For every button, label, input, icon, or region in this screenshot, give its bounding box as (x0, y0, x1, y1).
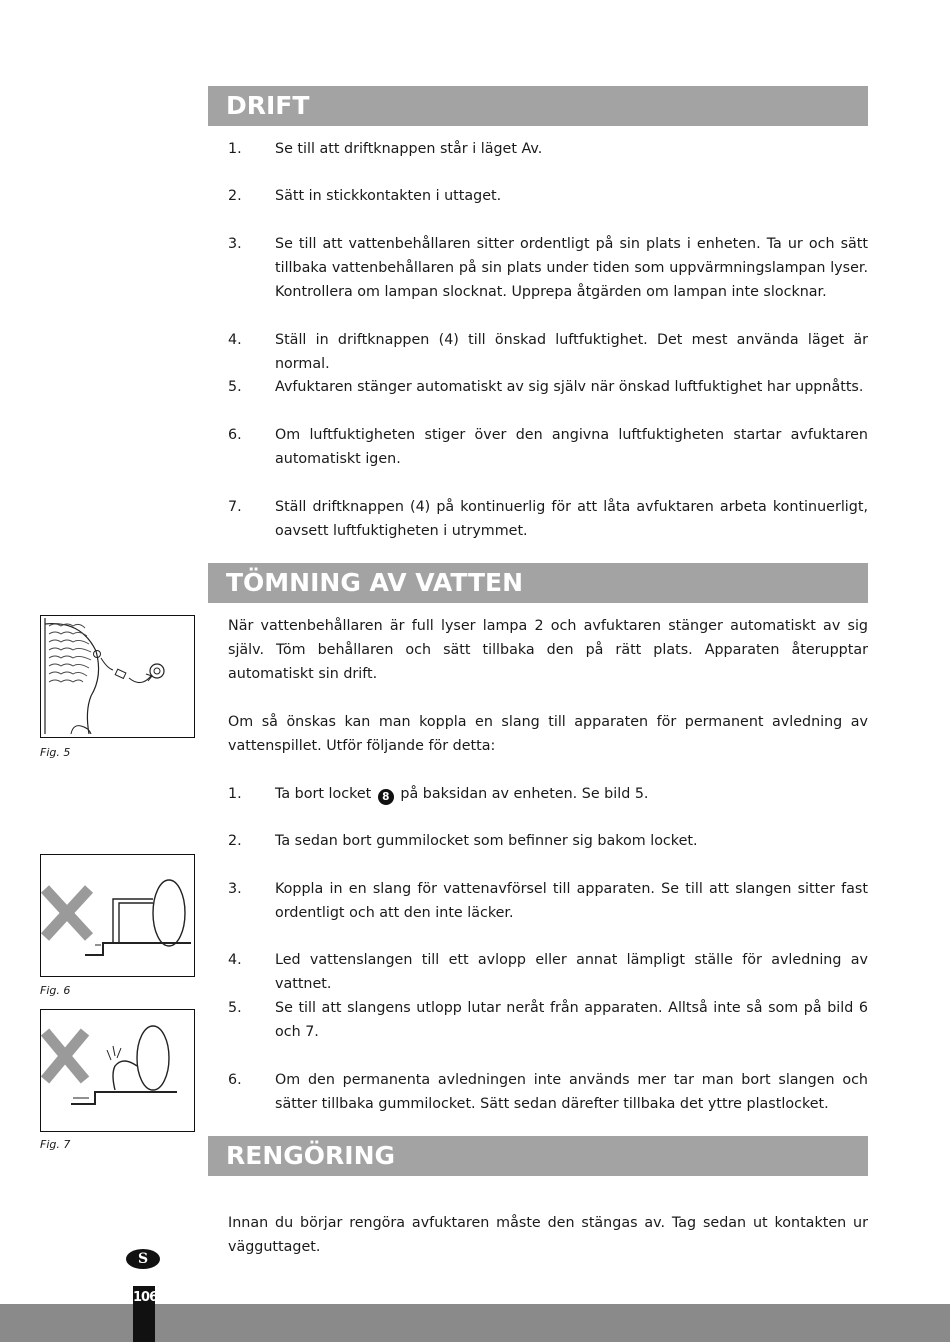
cross-icon (45, 1032, 85, 1080)
section-heading-drift: DRIFT (208, 86, 868, 126)
list-item: 7. Ställ driftknappen (4) på kontinuerlig för att låta avfuktaren arbeta kontinuerligt, oavsett luftfuktigheten i utrymmet. (228, 499, 868, 539)
cross-icon (45, 889, 89, 937)
dehumidifier-back-cover-drawing (41, 616, 193, 736)
list-item: 6. Om luftfuktigheten stiger över den angivna luftfuktigheten startar avfuktaren automatiskt igen. (228, 427, 868, 467)
list-item: 5. Avfuktaren stänger automatiskt av sig själv när önskad luftfuktighet har uppnåtts. (228, 379, 864, 395)
paragraph: När vattenbehållaren är full lyser lampa 2 och avfuktaren stänger automatiskt av sig själv. Töm behållaren och sätt tillbaka den på rätt plats. Apparaten återupptar automatiskt sin drift. (228, 618, 868, 682)
figure-7-caption: Fig. 7 (40, 1138, 71, 1151)
paragraph: Innan du börjar rengöra avfuktaren måste den stängas av. Tag sedan ut kontakten ur vägguttaget. (228, 1215, 868, 1255)
list-item: 3. Se till att vattenbehållaren sitter ordentligt på sin plats i enheten. Ta ur och sätt tillbaka vattenbehållaren på sin plats under tiden som uppvärmningslampan lyser. Kontrollera om lampan slocknat. Upprepa åtgärden om lampan inte slocknar. (228, 236, 868, 300)
section-heading-rengoring: RENGÖRING (208, 1136, 868, 1176)
figure-5-illustration (40, 615, 195, 738)
list-item: 6. Om den permanenta avledningen inte används mer tar man bort slangen och sätter tillbaka gummilocket. Sätt sedan därefter tillbaka det yttre plastlocket. (228, 1072, 868, 1112)
hose-above-drain-drawing (41, 1010, 193, 1130)
list-item: 2. Sätt in stickkontakten i uttaget. (228, 188, 502, 204)
list-item: 1. Ta bort locket 8 på baksidan av enheten. Se bild 5. (228, 786, 649, 803)
section-heading-tomning: TÖMNING AV VATTEN (208, 563, 868, 603)
list-item: 4. Led vattenslangen till ett avlopp eller annat lämpligt ställe för avledning av vattnet. (228, 952, 868, 992)
figure-6-caption: Fig. 6 (40, 984, 71, 997)
figure-5-caption: Fig. 5 (40, 746, 71, 759)
paragraph: Om så önskas kan man koppla en slang till apparaten för permanent avledning av vattenspillet. Utför följande för detta: (228, 714, 868, 754)
figure-7-illustration (40, 1009, 195, 1132)
list-item: 2. Ta sedan bort gummilocket som befinner sig bakom locket. (228, 833, 698, 849)
page-number: 106 (133, 1286, 155, 1342)
language-badge: S (126, 1249, 160, 1269)
wrong-hose-routing-drawing (41, 855, 193, 975)
list-item: 5. Se till att slangens utlopp lutar neråt från apparaten. Alltså inte så som på bild 6 och 7. (228, 1000, 868, 1040)
list-item: 3. Koppla in en slang för vattenavförsel till apparaten. Se till att slangen sitter fast ordentligt och att den inte läcker. (228, 881, 868, 921)
part-number-badge: 8 (378, 789, 394, 805)
figure-6-illustration (40, 854, 195, 977)
list-item: 1. Se till att driftknappen står i läget Av. (228, 141, 543, 157)
list-item: 4. Ställ in driftknappen (4) till önskad luftfuktighet. Det mest använda läget är normal. (228, 332, 868, 372)
